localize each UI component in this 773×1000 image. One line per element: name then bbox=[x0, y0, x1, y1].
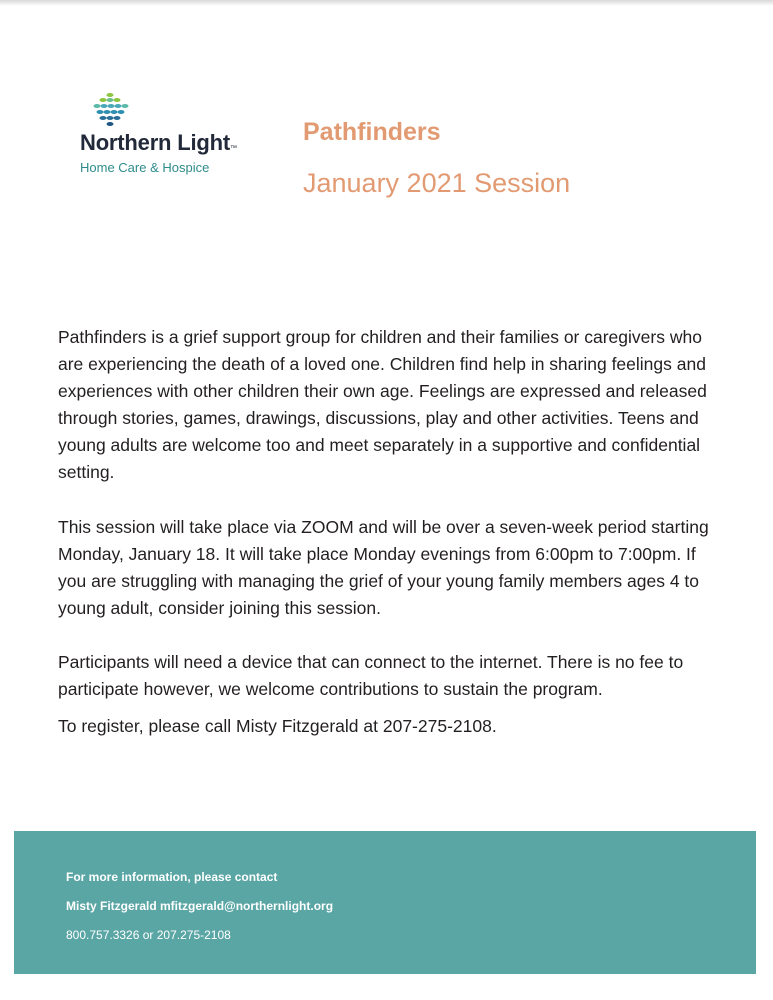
schedule-paragraph: This session will take place via ZOOM and will be over a seven-week period starting Monday, January 18. It will take place Monday evenings from 6:00pm to 7:00pm. If you are struggling with managing the grief of your young family members ages 4 to young adult, consider joining this session. bbox=[58, 517, 709, 618]
description-paragraph: Pathfinders is a grief support group for children and their families or caregivers who are experiencing the death of a loved one. Children find help in sharing feelings and experiences with other children their own age. Feelings are expressed and released through stories, games, drawings, discussions, play and other activities. Teens and young adults are welcome too and meet separately in a supportive and confidential setting. bbox=[58, 327, 707, 482]
footer-phone-numbers: 800.757.3326 or 207.275-2108 bbox=[66, 928, 231, 942]
organization-division: Home Care & Hospice bbox=[80, 160, 210, 175]
organization-name-text: Northern Light bbox=[80, 130, 230, 155]
pinecone-logo-icon bbox=[90, 92, 130, 128]
organization-name bbox=[80, 130, 237, 156]
scan-edge bbox=[0, 0, 773, 6]
northern-light-logo bbox=[80, 92, 250, 182]
trademark-mark: ™ bbox=[229, 145, 237, 152]
registration-paragraph: To register, please call Misty Fitzgerald at 207-275-2108. bbox=[58, 716, 497, 736]
session-subtitle: January 2021 Session bbox=[303, 168, 571, 198]
requirements-paragraph: Participants will need a device that can connect to the internet. There is no fee to participate however, we welcome contributions to sustain the program. bbox=[58, 652, 684, 699]
contact-footer bbox=[14, 831, 756, 974]
page-title: Pathfinders bbox=[303, 118, 441, 146]
footer-contact-email: Misty Fitzgerald mfitzgerald@northernlight.org bbox=[66, 899, 334, 913]
footer-intro: For more information, please contact bbox=[66, 870, 278, 884]
